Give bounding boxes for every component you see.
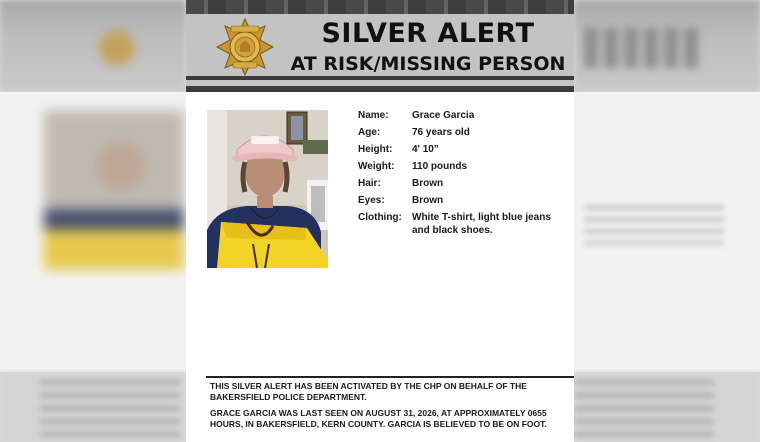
detail-label: Clothing: xyxy=(358,212,402,223)
detail-label: Weight: xyxy=(358,161,395,172)
section-divider xyxy=(206,376,574,378)
detail-value: White T-shirt, light blue jeans and black shoes. xyxy=(412,212,551,236)
alert-title: SILVER ALERT xyxy=(321,18,535,49)
poster-header xyxy=(186,0,574,92)
detail-value: 110 pounds xyxy=(412,161,468,172)
missing-person-photo xyxy=(207,110,328,268)
detail-value: Brown xyxy=(412,178,444,189)
activation-notice: THIS SILVER ALERT HAS BEEN ACTIVATED BY THE CHP ON BEHALF OF THE BAKERSFIELD POLICE DEPARTMENT. xyxy=(210,381,527,402)
chp-badge-icon xyxy=(216,18,274,76)
alert-subtitle: AT RISK/MISSING PERSON xyxy=(290,53,566,75)
detail-row-height xyxy=(358,144,568,157)
silver-alert-poster xyxy=(186,0,574,442)
person-details xyxy=(358,110,568,242)
detail-row-age xyxy=(358,127,568,140)
blurred-background-left xyxy=(0,0,186,442)
blurred-background-right xyxy=(574,0,760,442)
detail-row-name xyxy=(358,110,568,123)
detail-label: Height: xyxy=(358,144,393,155)
detail-label: Hair: xyxy=(358,178,381,189)
detail-label: Name: xyxy=(358,110,389,121)
detail-label: Age: xyxy=(358,127,381,138)
detail-row-weight xyxy=(358,161,568,174)
last-seen-notice: GRACE GARCIA WAS LAST SEEN ON AUGUST 31, 2026, AT APPROXIMATELY 0655 HOURS, IN BAKERSFIELD, KERN COUNTY. GARCIA IS BELIEVED TO BE ON FOOT. xyxy=(210,408,547,429)
detail-value: 76 years old xyxy=(412,127,470,138)
detail-value: Brown xyxy=(412,195,444,206)
detail-value: Grace Garcia xyxy=(412,110,475,121)
detail-row-hair xyxy=(358,178,568,191)
detail-label: Eyes: xyxy=(358,195,385,206)
detail-row-eyes xyxy=(358,195,568,208)
detail-row-clothing xyxy=(358,212,568,237)
detail-value: 4' 10” xyxy=(412,144,439,155)
